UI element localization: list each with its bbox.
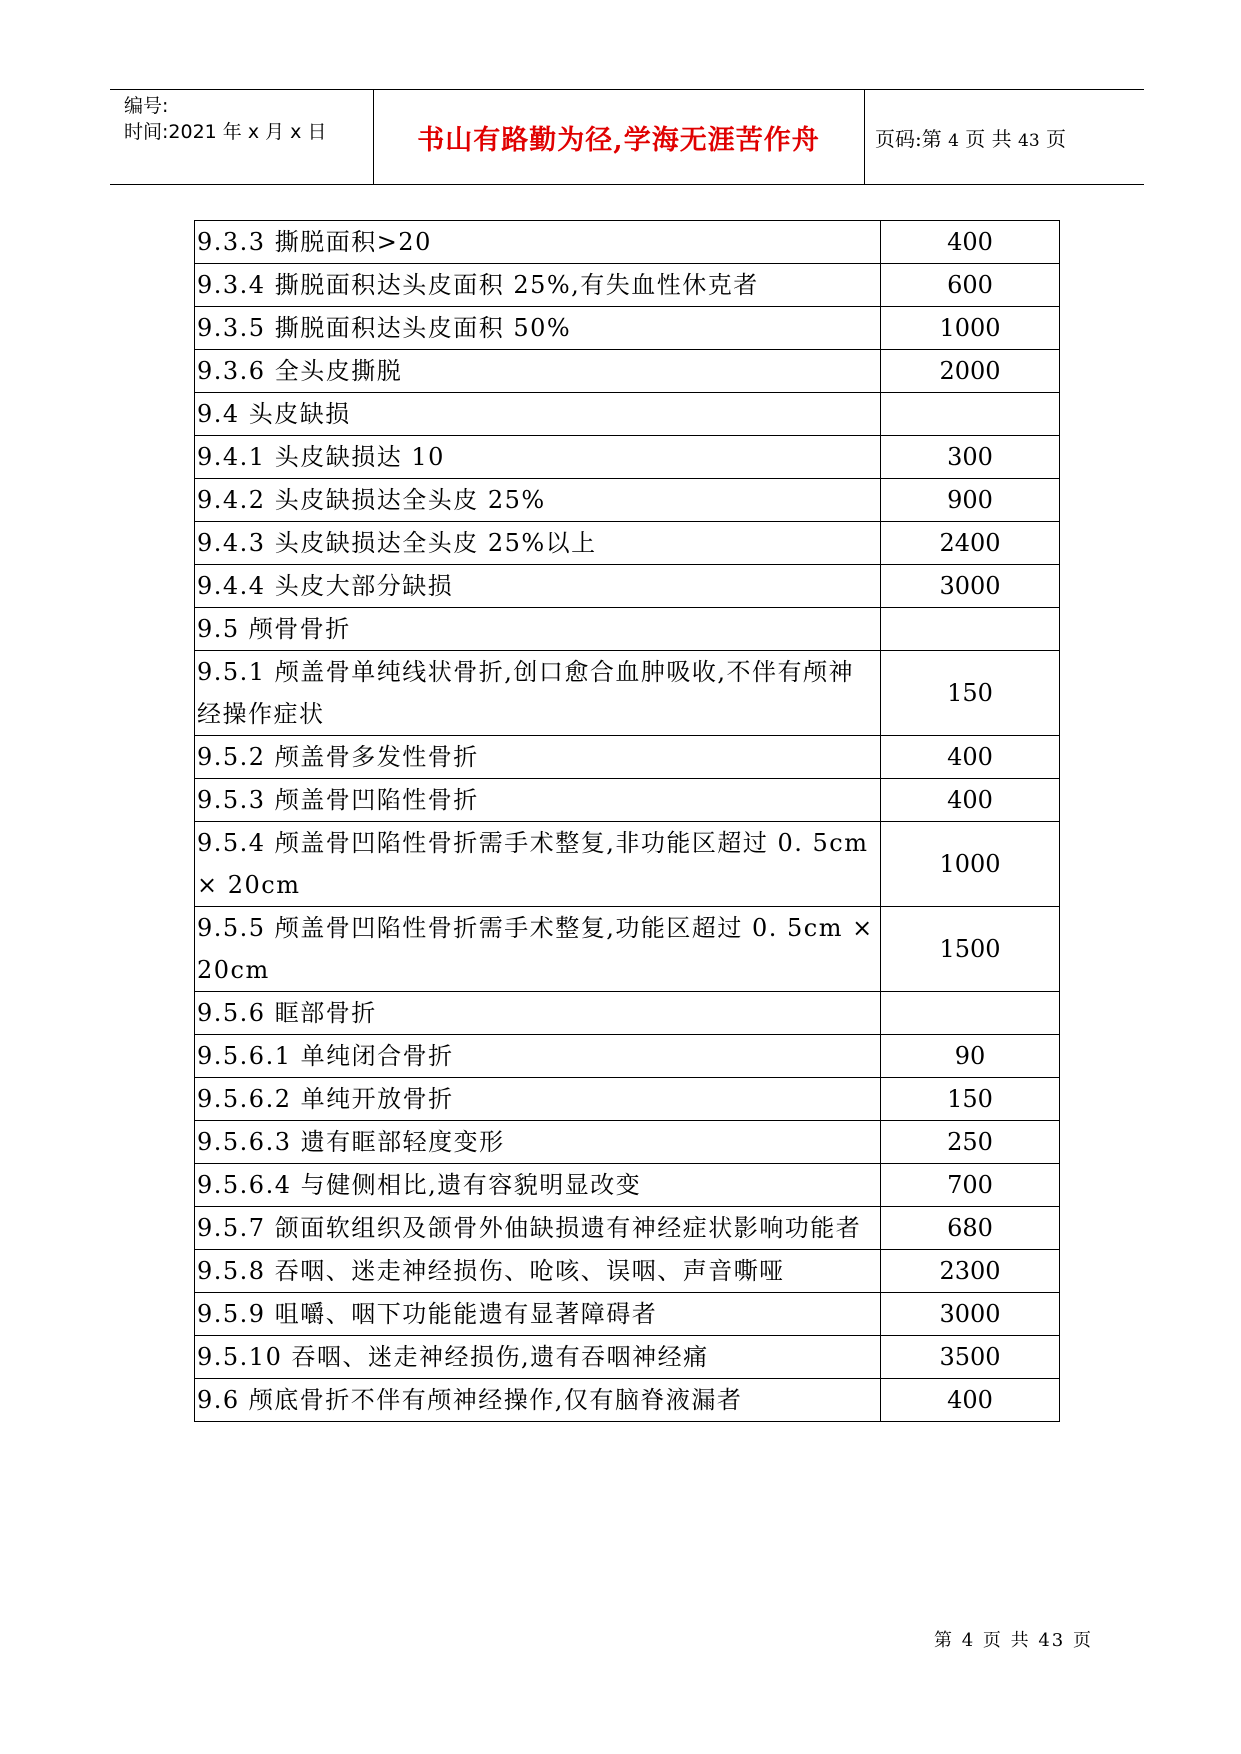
value-cell: 600 [881,264,1060,307]
item-cell: 9.5.6.1 单纯闭合骨折 [195,1035,881,1078]
document-number-label: 编号: [124,95,169,117]
item-cell: 9.5.9 咀嚼、咽下功能能遗有显著障碍者 [195,1293,881,1336]
item-cell: 9.5.5 颅盖骨凹陷性骨折需手术整复,功能区超过 0. 5cm × 20cm [195,907,881,992]
item-cell: 9.5.10 吞咽、迷走神经损伤,遗有吞咽神经痛 [195,1336,881,1379]
table-row [195,479,1060,522]
table-row [195,522,1060,565]
value-cell: 2400 [881,522,1060,565]
item-cell: 9.5.8 吞咽、迷走神经损伤、呛咳、误咽、声音嘶哑 [195,1250,881,1293]
value-cell: 700 [881,1164,1060,1207]
item-cell: 9.4.3 头皮缺损达全头皮 25%以上 [195,522,881,565]
table-row [195,307,1060,350]
item-cell: 9.5 颅骨骨折 [195,608,881,651]
value-cell: 680 [881,1207,1060,1250]
table-row [195,350,1060,393]
page-prefix: 页码:第 [875,126,949,151]
table-body [195,221,1060,1422]
table-row [195,1078,1060,1121]
item-cell: 9.3.4 撕脱面积达头皮面积 25%,有失血性休克者 [195,264,881,307]
table-row [195,1207,1060,1250]
table-row [195,221,1060,264]
value-cell: 90 [881,1035,1060,1078]
header-motto-cell [373,90,865,184]
value-cell: 400 [881,736,1060,779]
value-cell: 1500 [881,907,1060,992]
table-row [195,822,1060,907]
item-cell: 9.5.6 眶部骨折 [195,992,881,1035]
header-page-info [875,123,1066,152]
item-cell: 9.3.3 撕脱面积>20 [195,221,881,264]
table-row [195,736,1060,779]
table-row [195,1164,1060,1207]
page-total: 43 [1018,130,1040,151]
page-header [110,89,1144,185]
header-page-cell [864,90,1144,184]
table-row [195,1250,1060,1293]
item-cell: 9.5.1 颅盖骨单纯线状骨折,创口愈合血肿吸收,不伴有颅神经操作症状 [195,651,881,736]
value-cell: 2300 [881,1250,1060,1293]
item-cell: 9.4.1 头皮缺损达 10 [195,436,881,479]
item-cell: 9.5.3 颅盖骨凹陷性骨折 [195,779,881,822]
table-row [195,436,1060,479]
table-row [195,1035,1060,1078]
table-row [195,907,1060,992]
table-row [195,1379,1060,1422]
table-row [195,1121,1060,1164]
table-row [195,992,1060,1035]
compensation-table [194,220,1060,1422]
value-cell: 150 [881,651,1060,736]
value-cell: 150 [881,1078,1060,1121]
value-cell: 3000 [881,1293,1060,1336]
value-cell: 2000 [881,350,1060,393]
item-cell: 9.5.7 颌面软组织及颌骨外伷缺损遗有神经症状影响功能者 [195,1207,881,1250]
value-cell [881,393,1060,436]
table-row [195,393,1060,436]
item-cell: 9.3.5 撕脱面积达头皮面积 50% [195,307,881,350]
item-cell: 9.4.2 头皮缺损达全头皮 25% [195,479,881,522]
table-row [195,779,1060,822]
value-cell: 300 [881,436,1060,479]
value-cell: 900 [881,479,1060,522]
value-cell: 250 [881,1121,1060,1164]
page-current: 4 [948,130,959,151]
item-cell: 9.5.6.4 与健侧相比,遗有容貌明显改变 [195,1164,881,1207]
table-row [195,651,1060,736]
table-row [195,608,1060,651]
item-cell: 9.4.4 头皮大部分缺损 [195,565,881,608]
item-cell: 9.5.6.2 单纯开放骨折 [195,1078,881,1121]
table-row [195,1293,1060,1336]
page-middle: 页 共 [958,126,1019,151]
value-cell: 3500 [881,1336,1060,1379]
table-row [195,565,1060,608]
value-cell [881,992,1060,1035]
item-cell: 9.5.4 颅盖骨凹陷性骨折需手术整复,非功能区超过 0. 5cm × 20cm [195,822,881,907]
item-cell: 9.6 颅底骨折不伴有颅神经操作,仅有脑脊液漏者 [195,1379,881,1422]
value-cell: 400 [881,1379,1060,1422]
page-footer: 第 4 页 共 43 页 [934,1630,1093,1651]
item-cell: 9.5.6.3 遗有眶部轻度变形 [195,1121,881,1164]
document-time-label: 时间:2021 年 x 月 x 日 [124,121,327,143]
value-cell: 400 [881,779,1060,822]
value-cell: 1000 [881,822,1060,907]
header-meta-cell [110,90,374,184]
item-cell: 9.5.2 颅盖骨多发性骨折 [195,736,881,779]
value-cell [881,608,1060,651]
header-motto: 书山有路勤为径,学海无涯苦作舟 [417,124,820,156]
value-cell: 400 [881,221,1060,264]
value-cell: 3000 [881,565,1060,608]
item-cell: 9.4 头皮缺损 [195,393,881,436]
value-cell: 1000 [881,307,1060,350]
page-suffix: 页 [1039,126,1067,151]
item-cell: 9.3.6 全头皮撕脱 [195,350,881,393]
table-row [195,264,1060,307]
table-row [195,1336,1060,1379]
